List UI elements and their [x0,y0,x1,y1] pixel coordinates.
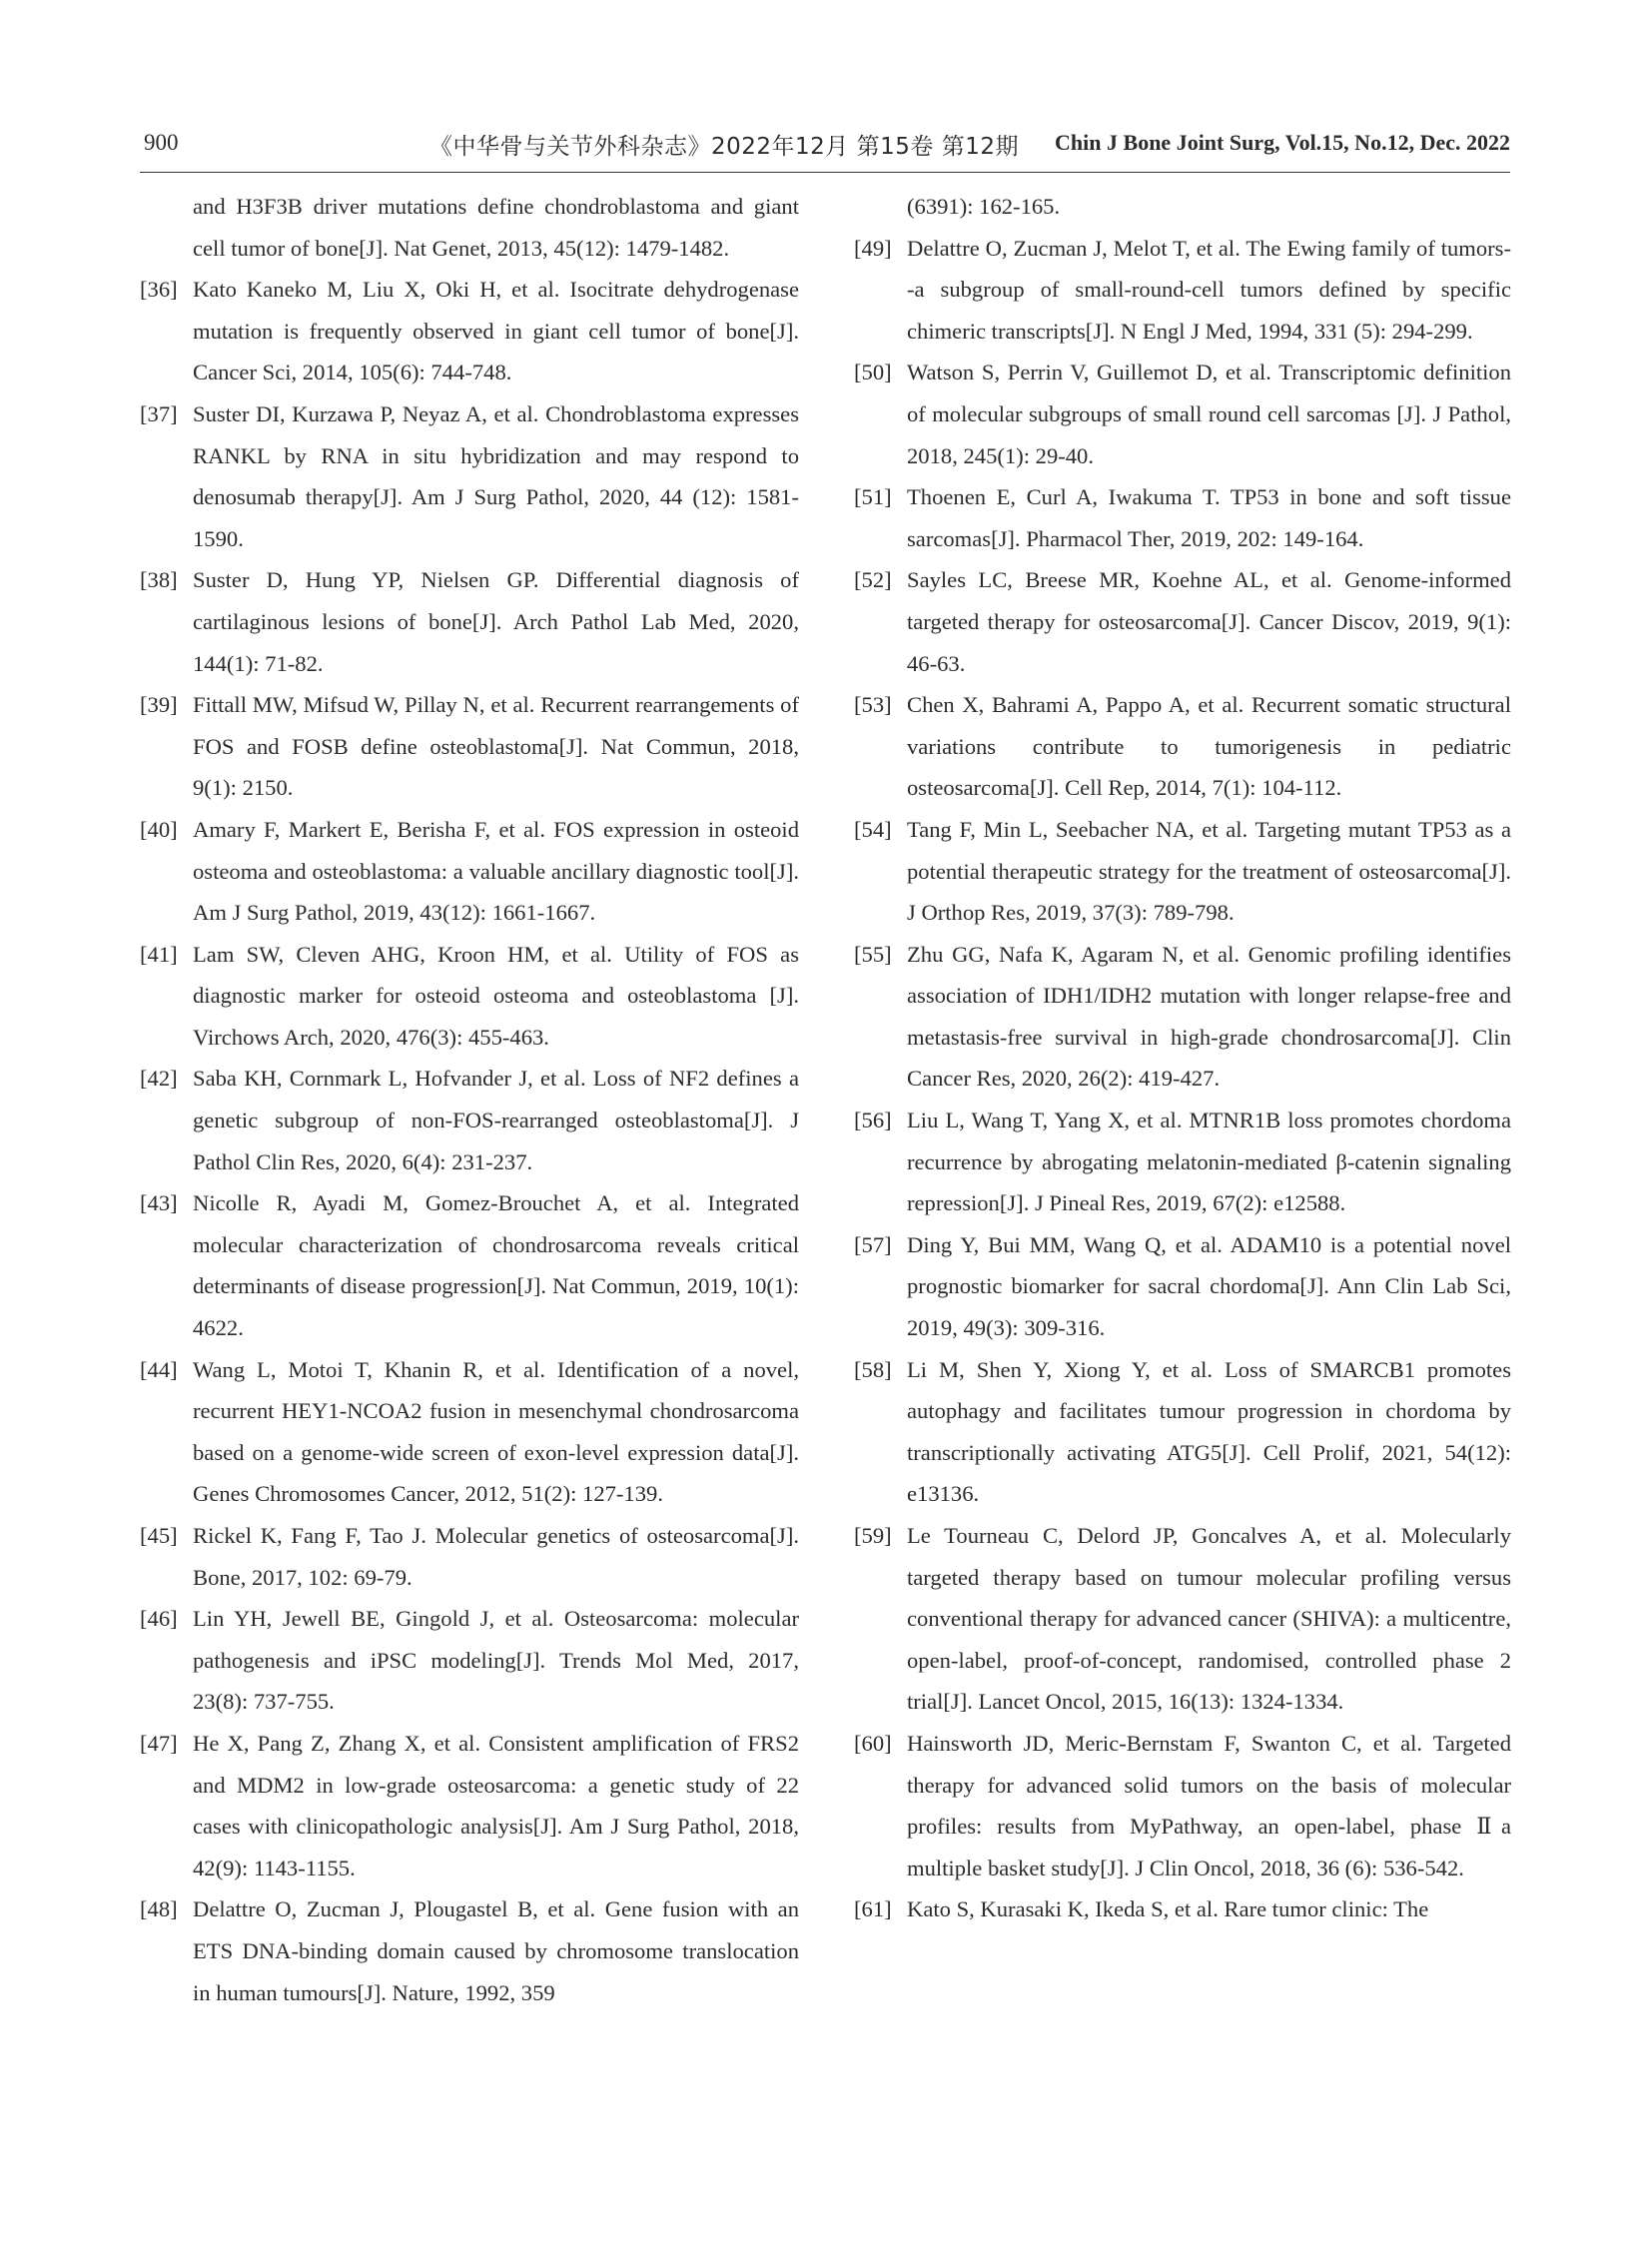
reference-item [854,476,1511,559]
reference-item [854,1100,1511,1224]
reference-number: [44] [140,1356,178,1382]
reference-text: and H3F3B driver mutations define chondroblastoma and giant cell tumor of bone[J]. Nat Genet, 2013, 45(12): 1479-1482. [193,194,799,261]
reference-number: [46] [140,1606,178,1632]
reference-item [140,1182,799,1348]
reference-number: [57] [854,1231,892,1257]
reference-number: [49] [854,235,892,261]
reference-text: Watson S, Perrin V, Guillemot D, et al. Transcriptomic definition of molecular subgroups of small round cell sarcomas [J]. J Pathol, 2018, 245(1): 29-40. [907,360,1511,468]
reference-number: [61] [854,1896,892,1922]
reference-item [854,934,1511,1100]
reference-text: Hainsworth JD, Meric-Bernstam F, Swanton C, et al. Targeted therapy for advanced solid tumors on the basis of molecular profiles: results from MyPathway, an open-label, phase Ⅱa multiple basket study[J]. J Clin Oncol, 2018, 36 (6): 536-542. [907,1730,1511,1880]
reference-item [140,1515,799,1598]
reference-number: [54] [854,816,892,842]
left-column [140,186,799,2013]
reference-text: Kato Kaneko M, Liu X, Oki H, et al. Isocitrate dehydrogenase mutation is frequently observed in giant cell tumor of bone[J]. Cancer Sci, 2014, 105(6): 744-748. [193,277,799,385]
reference-text: Zhu GG, Nafa K, Agaram N, et al. Genomic profiling identifies association of IDH1/IDH2 mutation with longer relapse-free and metastasis-free survival in high-grade chondrosarcoma[J]. Clin Cancer Res, 2020, 26(2): 419-427. [907,941,1511,1092]
page-header [140,124,1510,173]
reference-text: Chen X, Bahrami A, Pappo A, et al. Recurrent somatic structural variations contribute to tumorigenesis in pediatric osteosarcoma[J]. Cell Rep, 2014, 7(1): 104-112. [907,692,1511,801]
reference-item [140,684,799,809]
reference-item [140,1349,799,1515]
reference-text: (6391): 162-165. [907,194,1061,219]
reference-number: [41] [140,941,178,967]
reference-item [140,934,799,1059]
reference-text: Amary F, Markert E, Berisha F, et al. FOS expression in osteoid osteoma and osteoblastoma: a valuable ancillary diagnostic tool[J]. Am J Surg Pathol, 2019, 43(12): 1661-1667. [193,816,799,926]
reference-number: [39] [140,692,178,718]
reference-number: [42] [140,1066,178,1092]
reference-number: [51] [854,484,892,510]
reference-number: [37] [140,400,178,426]
reference-item [140,559,799,684]
reference-item [140,186,799,269]
reference-item [140,809,799,934]
reference-text: Saba KH, Cornmark L, Hofvander J, et al. Loss of NF2 defines a genetic subgroup of non-FOS-rearranged osteoblastoma[J]. J Pathol Clin Res, 2020, 6(4): 231-237. [193,1066,799,1174]
reference-text: Tang F, Min L, Seebacher NA, et al. Targeting mutant TP53 as a potential therapeutic strategy for the treatment of osteosarcoma[J]. J Orthop Res, 2019, 37(3): 789-798. [907,816,1511,926]
reference-item [854,1349,1511,1515]
reference-number: [50] [854,360,892,385]
reference-number: [58] [854,1356,892,1382]
reference-item [140,1723,799,1888]
reference-item [140,1888,799,2013]
reference-item [854,809,1511,934]
reference-number: [55] [854,941,892,967]
reference-item [854,1723,1511,1888]
reference-text: Kato S, Kurasaki K, Ikeda S, et al. Rare tumor clinic: The [907,1896,1429,1922]
reference-text: Rickel K, Fang F, Tao J. Molecular genetics of osteosarcoma[J]. Bone, 2017, 102: 69-79. [193,1523,799,1590]
reference-text: Le Tourneau C, Delord JP, Goncalves A, et al. Molecularly targeted therapy based on tumour molecular profiling versus conventional therapy for advanced cancer (SHIVA): a multicentre, open-label, proof-of-concept, randomised, controlled phase 2 trial[J]. Lancet Oncol, 2015, 16(13): 1324-1334. [907,1523,1511,1715]
reference-number: [56] [854,1108,892,1133]
right-column [854,186,1511,1930]
reference-item [854,352,1511,476]
reference-number: [43] [140,1190,178,1216]
reference-number: [48] [140,1896,178,1922]
reference-number: [52] [854,567,892,593]
reference-number: [38] [140,567,178,593]
reference-item [854,559,1511,684]
reference-text: He X, Pang Z, Zhang X, et al. Consistent amplification of FRS2 and MDM2 in low-grade osteosarcoma: a genetic study of 22 cases with clinicopathologic analysis[J]. Am J Surg Pathol, 2018, 42(9): 1143-1155. [193,1730,799,1880]
reference-text: Delattre O, Zucman J, Plougastel B, et al. Gene fusion with an ETS DNA-binding domain caused by chromosome translocation in human tumours[J]. Nature, 1992, 359 [193,1896,799,2005]
reference-text: Wang L, Motoi T, Khanin R, et al. Identification of a novel, recurrent HEY1-NCOA2 fusion in mesenchymal chondrosarcoma based on a genome-wide screen of exon-level expression data[J]. Genes Chromosomes Cancer, 2012, 51(2): 127-139. [193,1356,799,1507]
reference-item [140,393,799,559]
reference-text: Ding Y, Bui MM, Wang Q, et al. ADAM10 is a potential novel prognostic biomarker for sacral chordoma[J]. Ann Clin Lab Sci, 2019, 49(3): 309-316. [907,1231,1511,1341]
reference-text: Suster DI, Kurzawa P, Neyaz A, et al. Chondroblastoma expresses RANKL by RNA in situ hybridization and may respond to denosumab therapy[J]. Am J Surg Pathol, 2020, 44 (12): 1581-1590. [193,400,799,551]
reference-text: Lam SW, Cleven AHG, Kroon HM, et al. Utility of FOS as diagnostic marker for osteoid osteoma and osteoblastoma [J]. Virchows Arch, 2020, 476(3): 455-463. [193,941,799,1050]
reference-item [854,1515,1511,1723]
reference-item [140,269,799,393]
reference-text: Suster D, Hung YP, Nielsen GP. Differential diagnosis of cartilaginous lesions of bone[J]. Arch Pathol Lab Med, 2020, 144(1): 71-82. [193,567,799,676]
journal-title-english: Chin J Bone Joint Surg, Vol.15, No.12, Dec. 2022 [1055,130,1510,155]
reference-number: [45] [140,1523,178,1548]
reference-item [140,1598,799,1723]
reference-item [854,1888,1511,1930]
reference-item [140,1058,799,1182]
page-number: 900 [144,130,179,155]
reference-text: Fittall MW, Mifsud W, Pillay N, et al. Recurrent rearrangements of FOS and FOSB define osteoblastoma[J]. Nat Commun, 2018, 9(1): 2150. [193,692,799,801]
reference-number: [36] [140,277,178,303]
reference-number: [40] [140,816,178,842]
reference-text: Liu L, Wang T, Yang X, et al. MTNR1B loss promotes chordoma recurrence by abrogating melatonin-mediated β-catenin signaling repression[J]. J Pineal Res, 2019, 67(2): e12588. [907,1108,1511,1216]
journal-title-chinese: 《中华骨与关节外科杂志》2022年12月 第15卷 第12期 [429,134,1019,160]
reference-text: Delattre O, Zucman J, Melot T, et al. The Ewing family of tumors--a subgroup of small-round-cell tumors defined by specific chimeric transcripts[J]. N Engl J Med, 1994, 331 (5): 294-299. [907,235,1511,344]
reference-number: [59] [854,1523,892,1548]
reference-item [854,186,1511,228]
reference-number: [53] [854,692,892,718]
reference-text: Lin YH, Jewell BE, Gingold J, et al. Osteosarcoma: molecular pathogenesis and iPSC modeling[J]. Trends Mol Med, 2017, 23(8): 737-755. [193,1606,799,1715]
reference-number: [47] [140,1730,178,1756]
reference-item [854,1224,1511,1349]
reference-item [854,684,1511,809]
reference-text: Sayles LC, Breese MR, Koehne AL, et al. Genome-informed targeted therapy for osteosarcoma[J]. Cancer Discov, 2019, 9(1): 46-63. [907,567,1511,676]
reference-text: Li M, Shen Y, Xiong Y, et al. Loss of SMARCB1 promotes autophagy and facilitates tumour progression in chordoma by transcriptionally activating ATG5[J]. Cell Prolif, 2021, 54(12): e13136. [907,1356,1511,1507]
reference-item [854,228,1511,353]
reference-text: Thoenen E, Curl A, Iwakuma T. TP53 in bone and soft tissue sarcomas[J]. Pharmacol Ther, 2019, 202: 149-164. [907,484,1511,551]
reference-text: Nicolle R, Ayadi M, Gomez-Brouchet A, et al. Integrated molecular characterization of chondrosarcoma reveals critical determinants of disease progression[J]. Nat Commun, 2019, 10(1): 4622. [193,1190,799,1341]
reference-number: [60] [854,1730,892,1756]
